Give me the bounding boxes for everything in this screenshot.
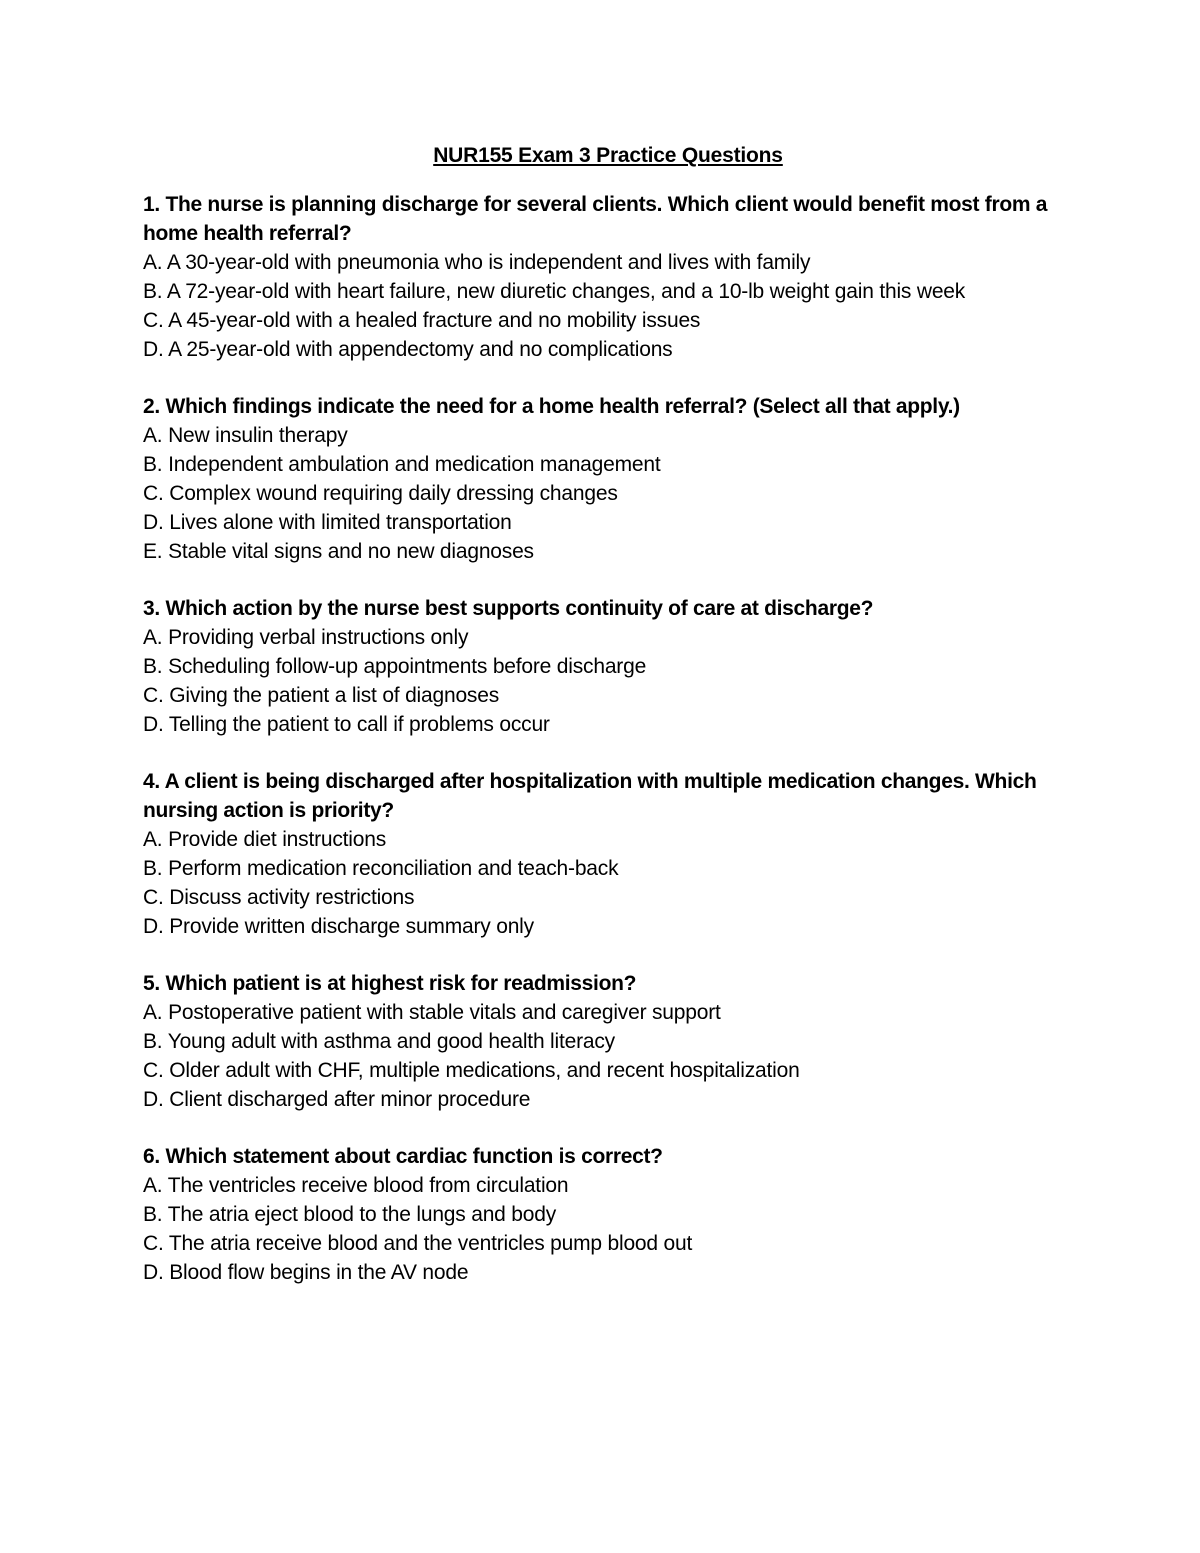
answer-option-c: C. A 45-year-old with a healed fracture and no mobility issues bbox=[143, 309, 701, 332]
question-1 bbox=[143, 190, 1073, 364]
question-stem: 6. Which statement about cardiac function is correct? bbox=[143, 1145, 663, 1168]
answer-option-b: B. Independent ambulation and medication management bbox=[143, 453, 661, 476]
answer-options bbox=[143, 421, 1073, 566]
answer-option-b: B. A 72-year-old with heart failure, new diuretic changes, and a 10-lb weight gain this week bbox=[143, 280, 966, 303]
document-title: NUR155 Exam 3 Practice Questions bbox=[433, 144, 783, 167]
answer-options bbox=[143, 248, 1073, 364]
answer-options bbox=[143, 623, 1073, 739]
answer-option-d: D. Lives alone with limited transportation bbox=[143, 511, 512, 534]
question-5 bbox=[143, 969, 1073, 1114]
question-6 bbox=[143, 1142, 1073, 1287]
answer-options bbox=[143, 998, 1073, 1114]
question-3 bbox=[143, 594, 1073, 739]
question-stem: 3. Which action by the nurse best supports continuity of care at discharge? bbox=[143, 597, 874, 620]
document-content bbox=[143, 140, 1073, 1315]
answer-option-d: D. Provide written discharge summary only bbox=[143, 915, 534, 938]
answer-option-a: A. The ventricles receive blood from circulation bbox=[143, 1174, 569, 1197]
answer-options bbox=[143, 1171, 1073, 1287]
question-stem: 1. The nurse is planning discharge for several clients. Which client would benefit most from a home health referral? bbox=[143, 193, 1048, 245]
answer-option-c: C. Giving the patient a list of diagnoses bbox=[143, 684, 500, 707]
answer-option-c: C. Complex wound requiring daily dressing changes bbox=[143, 482, 618, 505]
answer-option-e: E. Stable vital signs and no new diagnoses bbox=[143, 540, 534, 563]
answer-option-b: B. Young adult with asthma and good health literacy bbox=[143, 1030, 615, 1053]
question-4 bbox=[143, 767, 1073, 941]
answer-option-c: C. The atria receive blood and the ventricles pump blood out bbox=[143, 1232, 693, 1255]
answer-option-b: B. The atria eject blood to the lungs and body bbox=[143, 1203, 557, 1226]
question-stem: 5. Which patient is at highest risk for readmission? bbox=[143, 972, 637, 995]
answer-option-a: A. Provide diet instructions bbox=[143, 828, 387, 851]
answer-options bbox=[143, 825, 1073, 941]
answer-option-d: D. A 25-year-old with appendectomy and no complications bbox=[143, 338, 673, 361]
answer-option-a: A. A 30-year-old with pneumonia who is independent and lives with family bbox=[143, 251, 811, 274]
answer-option-a: A. Postoperative patient with stable vitals and caregiver support bbox=[143, 1001, 721, 1024]
answer-option-b: B. Scheduling follow-up appointments before discharge bbox=[143, 655, 647, 678]
answer-option-a: A. Providing verbal instructions only bbox=[143, 626, 469, 649]
question-2 bbox=[143, 392, 1073, 566]
answer-option-d: D. Client discharged after minor procedure bbox=[143, 1088, 531, 1111]
answer-option-c: C. Older adult with CHF, multiple medications, and recent hospitalization bbox=[143, 1059, 800, 1082]
answer-option-d: D. Telling the patient to call if problems occur bbox=[143, 713, 550, 736]
answer-option-a: A. New insulin therapy bbox=[143, 424, 348, 447]
answer-option-c: C. Discuss activity restrictions bbox=[143, 886, 415, 909]
answer-option-d: D. Blood flow begins in the AV node bbox=[143, 1261, 469, 1284]
answer-option-b: B. Perform medication reconciliation and teach-back bbox=[143, 857, 619, 880]
question-stem: 2. Which findings indicate the need for a home health referral? (Select all that apply.) bbox=[143, 395, 960, 418]
question-stem: 4. A client is being discharged after hospitalization with multiple medication changes. Which nursing action is priority? bbox=[143, 770, 1037, 822]
